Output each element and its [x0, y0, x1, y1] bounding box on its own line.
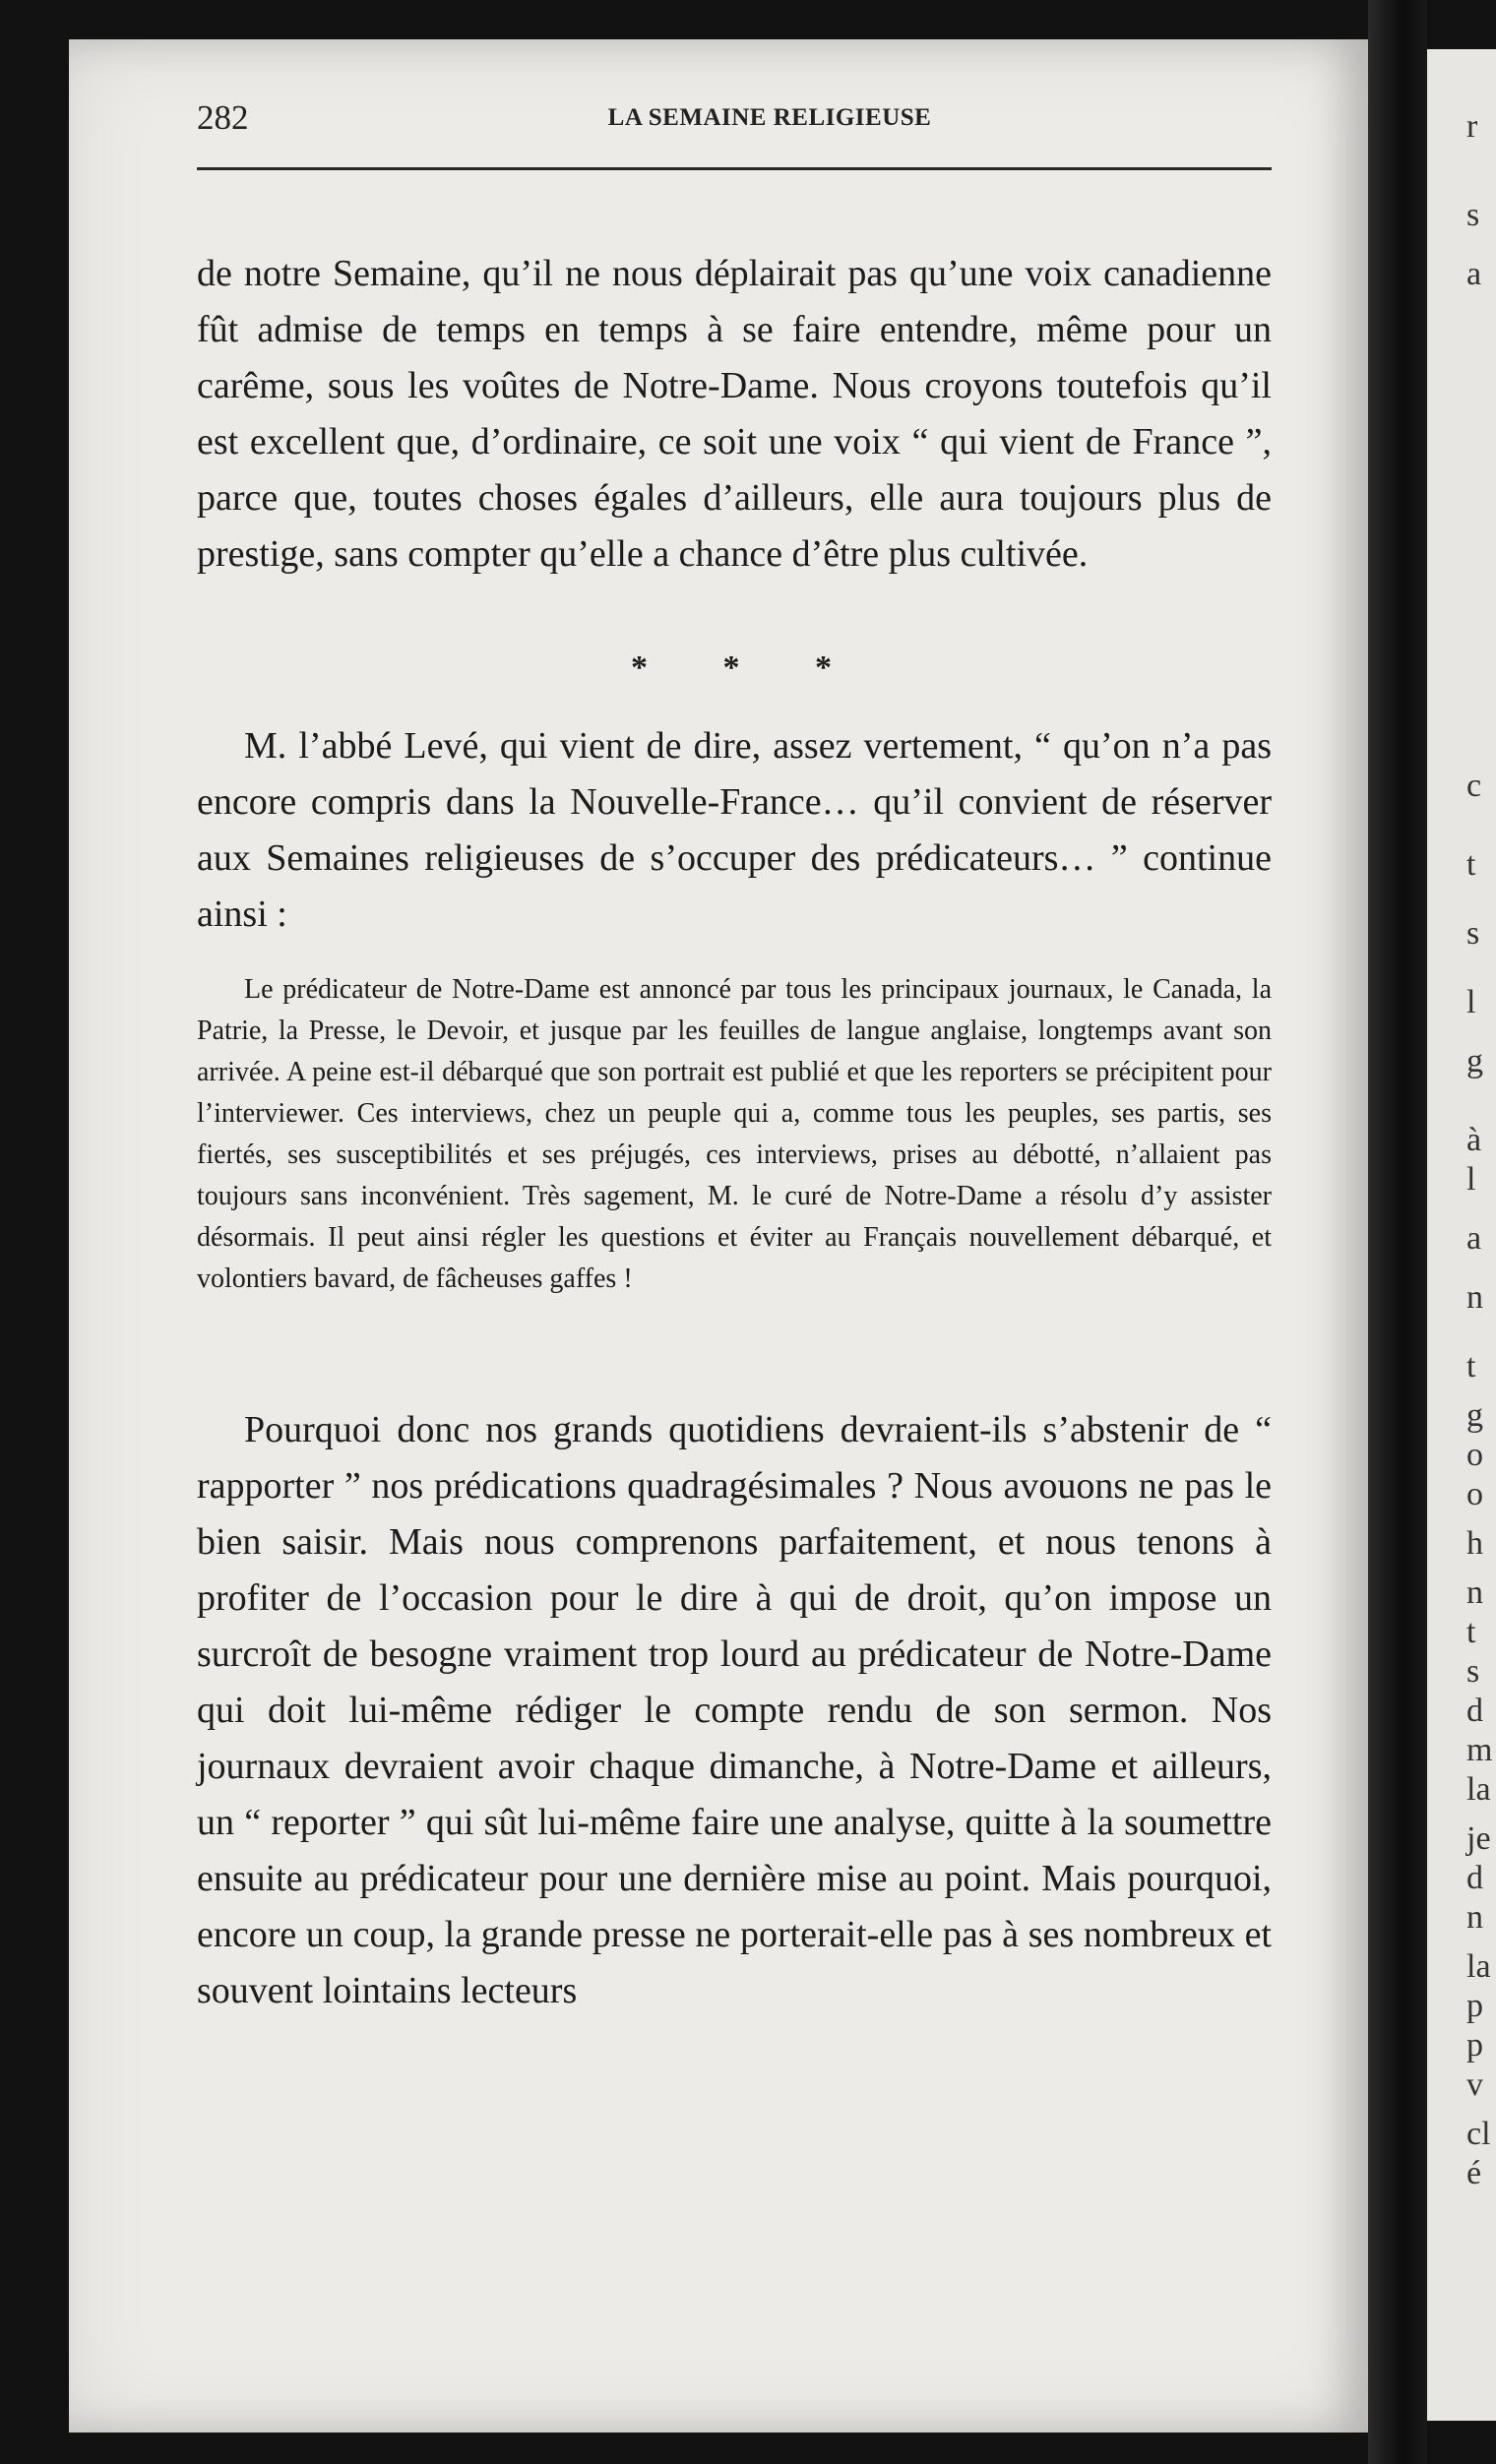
facing-page-fragment: t: [1466, 1614, 1476, 1650]
facing-page-fragment: c: [1466, 768, 1482, 804]
paragraph-2-block: [197, 718, 1272, 943]
facing-page-fragment: t: [1466, 846, 1476, 883]
facing-page-fragment: r: [1466, 108, 1478, 145]
paragraph-1: de notre Semaine, qu’il ne nous déplairait pas qu’une voix canadienne fût admise de temps en temps à se faire entendre, même pour un carême, sous les voûtes de Notre-Dame. Nous croyons toutefois qu’il est excellent que, d’ordinaire, ce soit une voix “ qui vient de France ”, parce que, toutes choses égales d’ailleurs, elle aura toujours plus de prestige, sans compter qu’elle a chance d’être plus cultivée.: [197, 253, 1272, 575]
facing-page-fragment: a: [1466, 1220, 1482, 1257]
facing-page-fragment: o: [1466, 1476, 1483, 1512]
facing-page-fragment: é: [1466, 2155, 1482, 2191]
facing-page-fragment: n: [1466, 1899, 1483, 1936]
page-header: [197, 98, 1342, 157]
facing-page-fragment: l: [1466, 984, 1476, 1020]
facing-page-fragment: la: [1466, 1948, 1491, 1985]
quotation: Le prédicateur de Notre-Dame est annoncé par tous les principaux journaux, le Canada, la Patrie, la Presse, le Devoir, et jusque par les feuilles de langue anglaise, longtemps avant son arrivée. A peine est-il débarqué que son portrait est publié et que les reporters se précipitent pour l’interviewer. Ces interviews, chez un peuple qui a, comme tous les peuples, ses partis, ses fiertés, ses susceptibilités et ses préjugés, ces interviews, prises au débotté, n’allaient pas toujours sans inconvénient. Très sagement, M. le curé de Notre-Dame a résolu d’y assister désormais. Il peut ainsi régler les questions et éviter au Français nouvellement débarqué, et volontiers bavard, de fâcheuses gaffes !: [197, 974, 1272, 1294]
facing-page-fragment: o: [1466, 1437, 1483, 1473]
facing-page-fragment: d: [1466, 1693, 1483, 1729]
facing-page-fragment: à: [1466, 1122, 1482, 1158]
facing-page-fragment: p: [1466, 2027, 1483, 2064]
page-number: 282: [197, 98, 249, 137]
facing-page-fragment: h: [1466, 1525, 1483, 1562]
facing-page-fragment: g: [1466, 1397, 1483, 1434]
binding-gutter: [1368, 0, 1427, 2464]
facing-page-fragment: s: [1466, 915, 1480, 952]
facing-page-fragment: t: [1466, 1348, 1476, 1385]
facing-page-fragment: cl: [1466, 2116, 1491, 2152]
facing-page-fragment: d: [1466, 1860, 1483, 1896]
running-title: LA SEMAINE RELIGIEUSE: [607, 104, 932, 131]
facing-page-fragment: n: [1466, 1574, 1483, 1611]
facing-page-fragment: s: [1466, 197, 1480, 233]
facing-page-edge: [1427, 49, 1496, 2421]
paragraph-3-block: [197, 1402, 1272, 2019]
section-separator: * * *: [631, 649, 865, 686]
facing-page-fragment: g: [1466, 1043, 1483, 1079]
facing-page-fragment: m: [1466, 1732, 1493, 1768]
facing-page-fragment: v: [1466, 2066, 1483, 2103]
facing-page-fragment: a: [1466, 256, 1482, 292]
paragraph-2: M. l’abbé Levé, qui vient de dire, assez vertement, “ qu’on n’a pas encore compris dans la Nouvelle-France… qu’il convient de réserver aux Semaines religieuses de s’occuper des prédicateurs… ” continue ainsi :: [197, 725, 1272, 935]
facing-page-fragment: la: [1466, 1771, 1491, 1808]
facing-page-fragment: p: [1466, 1988, 1483, 2024]
facing-page-fragment: s: [1466, 1653, 1480, 1690]
paragraph-3: Pourquoi donc nos grands quotidiens devraient-ils s’abstenir de “ rapporter ” nos prédications quadragésimales ? Nous avouons ne pas le bien saisir. Mais nous comprenons parfaitement, et nous tenons à profiter de l’occasion pour le dire à qui de droit, qu’on impose un surcroît de besogne vraiment trop lourd au prédicateur de Notre-Dame qui doit lui-même rédiger le compte rendu de son sermon. Nos journaux devraient avoir chaque dimanche, à Notre-Dame et ailleurs, un “ reporter ” qui sût lui-même faire une analyse, quitte à la soumettre ensuite au prédicateur pour une dernière mise au point. Mais pourquoi, encore un coup, la grande presse ne porterait-elle pas à ses nombreux et souvent lointains lecteurs: [197, 1409, 1272, 2011]
header-rule: [197, 167, 1272, 170]
paragraph-1-block: [197, 246, 1272, 583]
facing-page-fragment: n: [1466, 1279, 1483, 1316]
facing-page-fragment: l: [1466, 1161, 1476, 1198]
quotation-block: [197, 969, 1272, 1300]
facing-page-fragment: je: [1466, 1820, 1491, 1857]
